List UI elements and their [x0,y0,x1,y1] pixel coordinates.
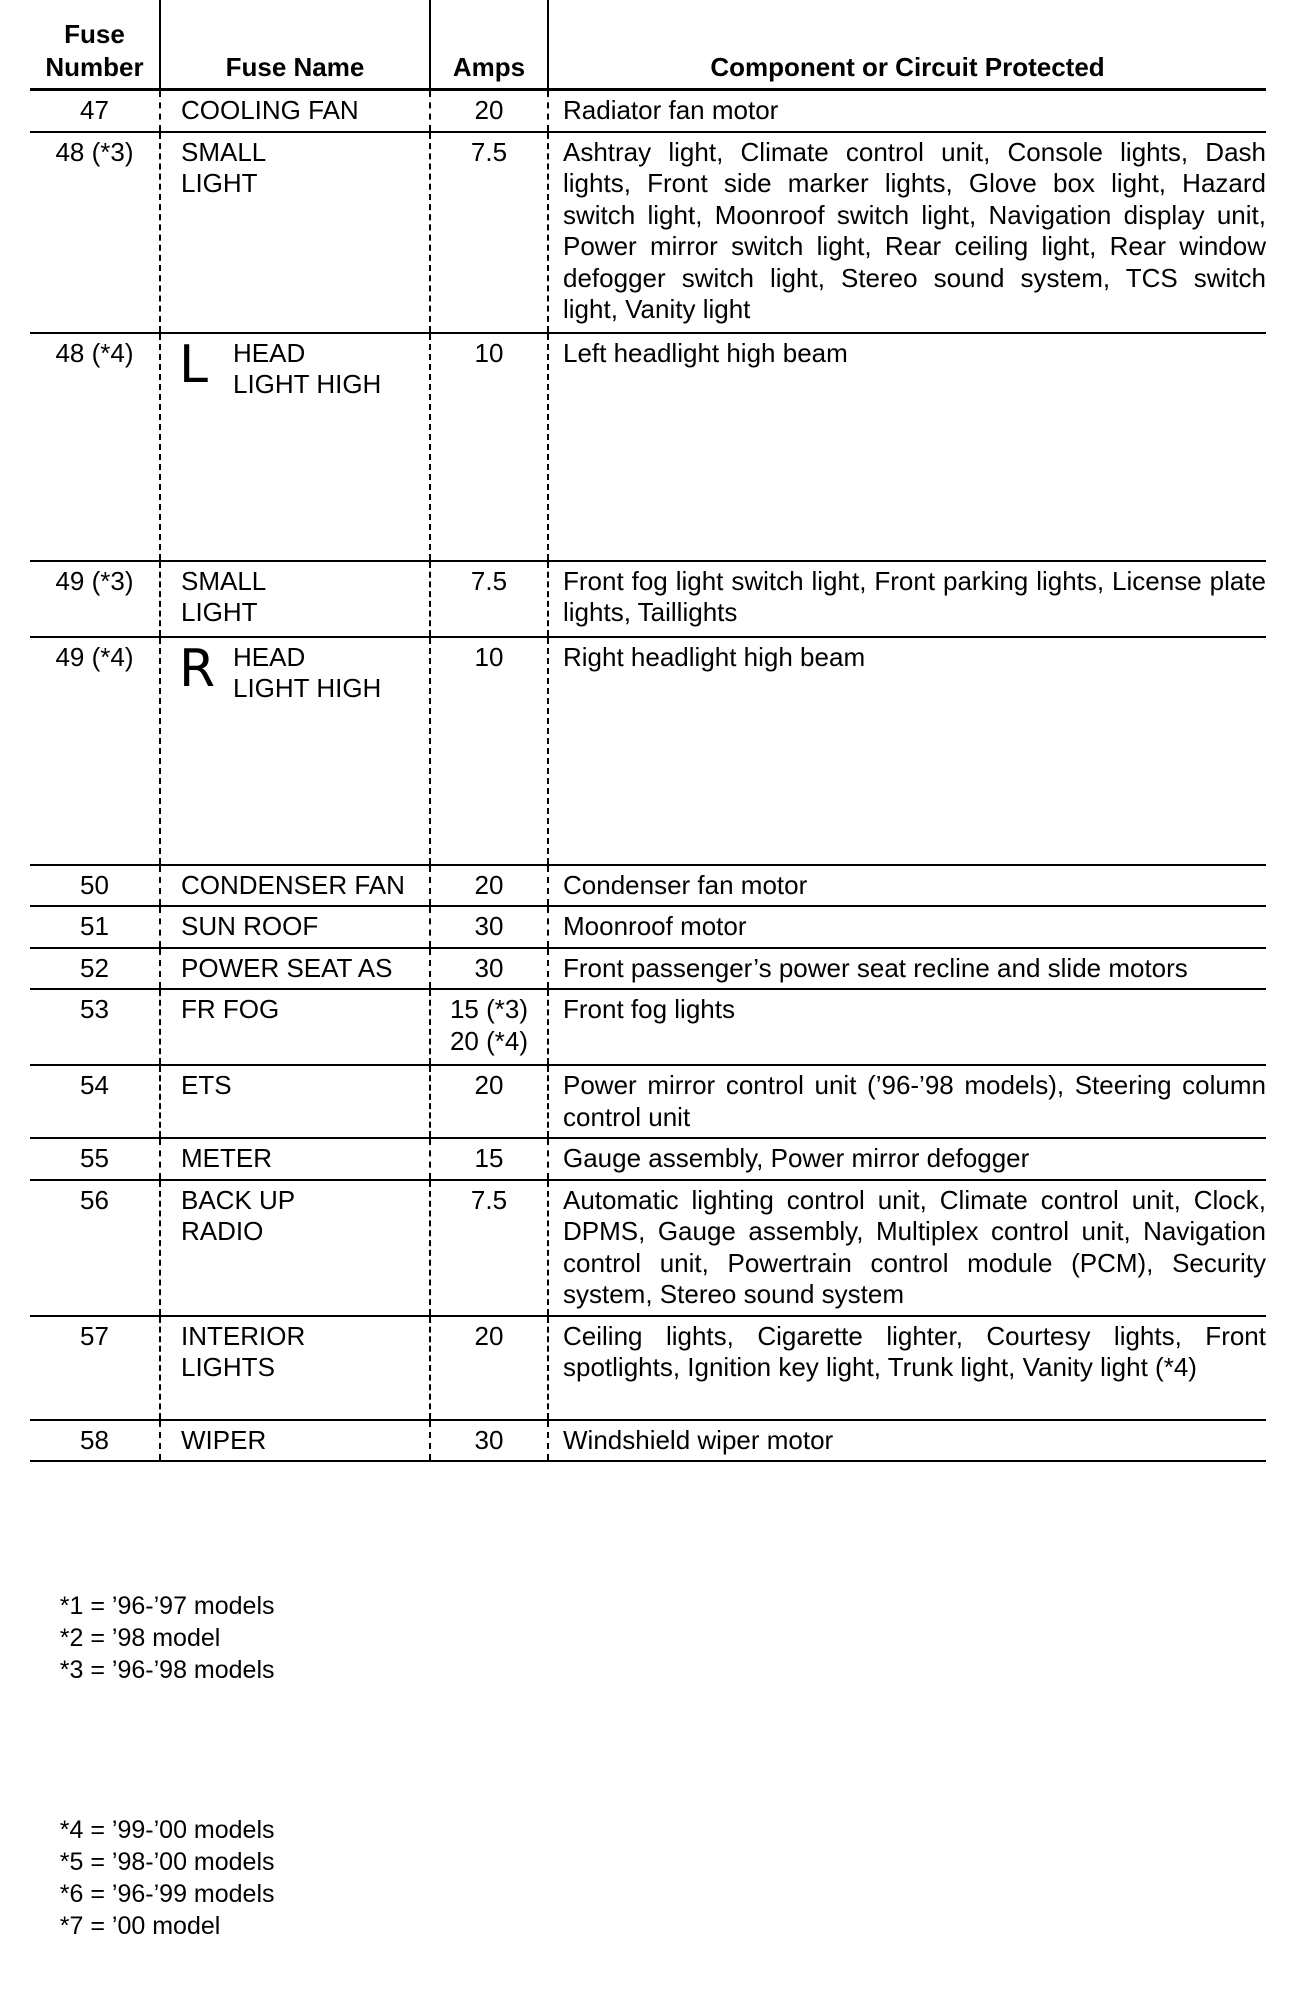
fuse-name-wrap [181,994,421,1026]
fuse-name-line: SMALL [181,136,267,167]
fuse-name-line: CONDENSER FAN [181,869,405,900]
fuse-name-lines [181,1321,305,1384]
amps-value: 20 (*4) [449,1025,529,1056]
component-protected: Gauge assembly, Power mirror defogger [548,1138,1266,1180]
header-row [30,0,1266,90]
fuse-number: 47 [30,90,160,132]
table-row [30,637,1266,865]
table-row [30,1180,1266,1316]
fuse-name-line: BACK UP [181,1184,296,1215]
header-fuse-number-line2: Number [45,52,144,82]
table-row [30,989,1266,1065]
table-row [30,906,1266,948]
footnote: *7 = ’00 model [59,1912,221,1940]
footnotes [32,1494,297,2006]
amps-value: 30 [474,1424,504,1455]
fuse-name-lines [181,566,266,629]
fuse-amps [430,906,548,948]
fuse-name-lines [181,994,279,1026]
fuse-number: 49 (*3) [30,561,160,637]
fuse-number: 50 [30,865,160,907]
fuse-name-line: SMALL [181,565,267,596]
fuse-table-page [30,0,1266,1462]
fuse-name-lines [233,642,381,705]
fuse-number: 51 [30,906,160,948]
fuse-name [160,948,430,990]
fuse-amps [430,90,548,132]
table-row [30,865,1266,907]
table-row [30,1420,1266,1462]
fuse-name-wrap [181,1425,421,1457]
fuse-name [160,865,430,907]
amps-value: 7.5 [470,136,508,167]
fuse-name-lines [181,95,359,127]
fuse-name-wrap [181,1143,421,1175]
fuse-name [160,90,430,132]
fuse-name-line: WIPER [181,1424,267,1455]
fuse-name [160,1420,430,1462]
fuse-name-wrap [181,566,421,629]
fuse-table [30,0,1266,1462]
fuse-amps [430,333,548,561]
footnote-line-1 [32,1558,297,1718]
fuse-amps [430,561,548,637]
fuse-number: 48 (*4) [30,333,160,561]
fuse-name-lines [181,870,405,902]
header-amps: Amps [430,0,548,90]
amps-value: 30 [474,952,504,983]
fuse-name-wrap [181,911,421,943]
fuse-amps [430,132,548,333]
fuse-amps [430,989,548,1065]
component-protected: Right headlight high beam [548,637,1266,865]
fuse-name [160,1316,430,1420]
fuse-number: 48 (*3) [30,132,160,333]
fuse-name [160,1065,430,1138]
amps-value: 10 [474,641,504,672]
fuse-name-wrap [181,1321,421,1384]
fuse-amps [430,1138,548,1180]
fuse-number: 57 [30,1316,160,1420]
fuse-number: 54 [30,1065,160,1138]
fuse-name-wrap [179,638,421,705]
fuse-name-line: LIGHT [181,168,258,198]
fuse-name-line: LIGHTS [181,1352,275,1382]
fuse-name [160,906,430,948]
fuse-name [160,1180,430,1316]
fuse-amps [430,1180,548,1316]
fuse-name-line: LIGHT HIGH [233,369,382,399]
footnote: *3 = ’96-’98 models [59,1656,275,1684]
fuse-amps [430,1065,548,1138]
fuse-name-lines [181,1070,232,1102]
fuse-amps [430,1316,548,1420]
table-row [30,333,1266,561]
fuse-table-body [30,90,1266,1462]
amps-value: 30 [474,911,504,941]
component-protected: Power mirror control unit (’96-’98 models), Steering column control unit [548,1065,1266,1138]
header-fuse-number [30,0,160,90]
table-row [30,90,1266,132]
fuse-name-line: SUN ROOF [181,911,319,941]
footnote: *1 = ’96-’97 models [59,1592,275,1620]
fuse-name-line: LIGHT [181,597,258,627]
fuse-name-wrap [181,1070,421,1102]
fuse-name-line: COOLING FAN [181,95,359,125]
header-fuse-number-line1: Fuse [64,19,125,49]
amps-value: 20 [474,869,504,900]
fuse-name-lines [181,911,318,943]
fuse-name [160,333,430,561]
table-row [30,1138,1266,1180]
right-side-marker: R [179,638,216,699]
component-protected: Left headlight high beam [548,333,1266,561]
component-protected: Automatic lighting control unit, Climate control unit, Clock, DPMS, Gauge assembly, Multiplex control unit, Navigation control unit, Powertrain control module (PCM), Security system, Stereo sound system [548,1180,1266,1316]
amps-value: 20 [474,1320,504,1351]
component-protected: Moonroof motor [548,906,1266,948]
component-protected: Front fog lights [548,989,1266,1065]
footnote-line-2 [32,1782,297,1974]
fuse-name-lines [181,953,392,985]
amps-value: 20 [474,95,504,125]
fuse-name-wrap [181,953,421,985]
fuse-number: 49 (*4) [30,637,160,865]
component-protected: Ashtray light, Climate control unit, Console lights, Dash lights, Front side marker lights, Glove box light, Hazard switch light, Moonroof switch light, Navigation display unit, Power mirror switch light, Rear ceiling light, Rear window defogger switch light, Stereo sound system, TCS switch light, Vanity light [548,132,1266,333]
fuse-name-line: INTERIOR [181,1320,306,1351]
fuse-name-line: HEAD [233,641,306,672]
fuse-name-line: METER [181,1143,272,1173]
footnote: *4 = ’99-’00 models [59,1816,275,1844]
table-row [30,1065,1266,1138]
fuse-name-wrap [181,95,421,127]
amps-value: 20 [474,1070,504,1100]
fuse-name-lines [181,1425,266,1457]
fuse-name [160,561,430,637]
fuse-name [160,1138,430,1180]
table-row [30,948,1266,990]
fuse-number: 52 [30,948,160,990]
fuse-name-lines [181,1185,295,1248]
fuse-name-line: HEAD [233,337,306,368]
fuse-name-wrap [181,870,421,902]
fuse-name-lines [181,1143,272,1175]
fuse-number: 56 [30,1180,160,1316]
component-protected: Ceiling lights, Cigarette lighter, Courtesy lights, Front spotlights, Ignition key light, Trunk light, Vanity light (*4) [548,1316,1266,1420]
amps-value: 15 [474,1143,504,1173]
component-protected: Radiator fan motor [548,90,1266,132]
fuse-number: 58 [30,1420,160,1462]
fuse-name-line: FR FOG [181,994,280,1024]
fuse-name-lines [233,338,381,401]
footnote: *6 = ’96-’99 models [59,1880,275,1908]
table-row [30,561,1266,637]
header-fuse-name: Fuse Name [160,0,430,90]
component-protected: Front fog light switch light, Front parking lights, License plate lights, Taillights [548,561,1266,637]
fuse-name [160,637,430,865]
fuse-number: 55 [30,1138,160,1180]
fuse-name-line: ETS [181,1070,232,1100]
fuse-amps [430,948,548,990]
footnote: *5 = ’98-’00 models [59,1848,275,1876]
fuse-name-wrap [179,334,421,401]
amps-value: 7.5 [470,565,508,596]
table-row [30,132,1266,333]
fuse-amps [430,637,548,865]
table-row [30,1316,1266,1420]
fuse-name [160,989,430,1065]
amps-value: 15 (*3) [449,994,529,1024]
header-component: Component or Circuit Protected [548,0,1266,90]
fuse-amps [430,865,548,907]
left-side-marker: L [179,334,208,395]
component-protected: Condenser fan motor [548,865,1266,907]
fuse-number: 53 [30,989,160,1065]
fuse-name-line: RADIO [181,1216,264,1246]
fuse-amps [430,1420,548,1462]
amps-value: 10 [474,337,504,368]
footnote: *2 = ’98 model [59,1624,221,1652]
fuse-name [160,132,430,333]
fuse-name-wrap [181,1185,421,1248]
component-protected: Front passenger’s power seat recline and slide motors [548,948,1266,990]
amps-value: 7.5 [470,1184,508,1215]
fuse-name-line: LIGHT HIGH [233,673,382,703]
fuse-name-lines [181,137,266,200]
component-protected: Windshield wiper motor [548,1420,1266,1462]
fuse-name-wrap [181,137,421,200]
fuse-name-line: POWER SEAT AS [181,952,393,983]
